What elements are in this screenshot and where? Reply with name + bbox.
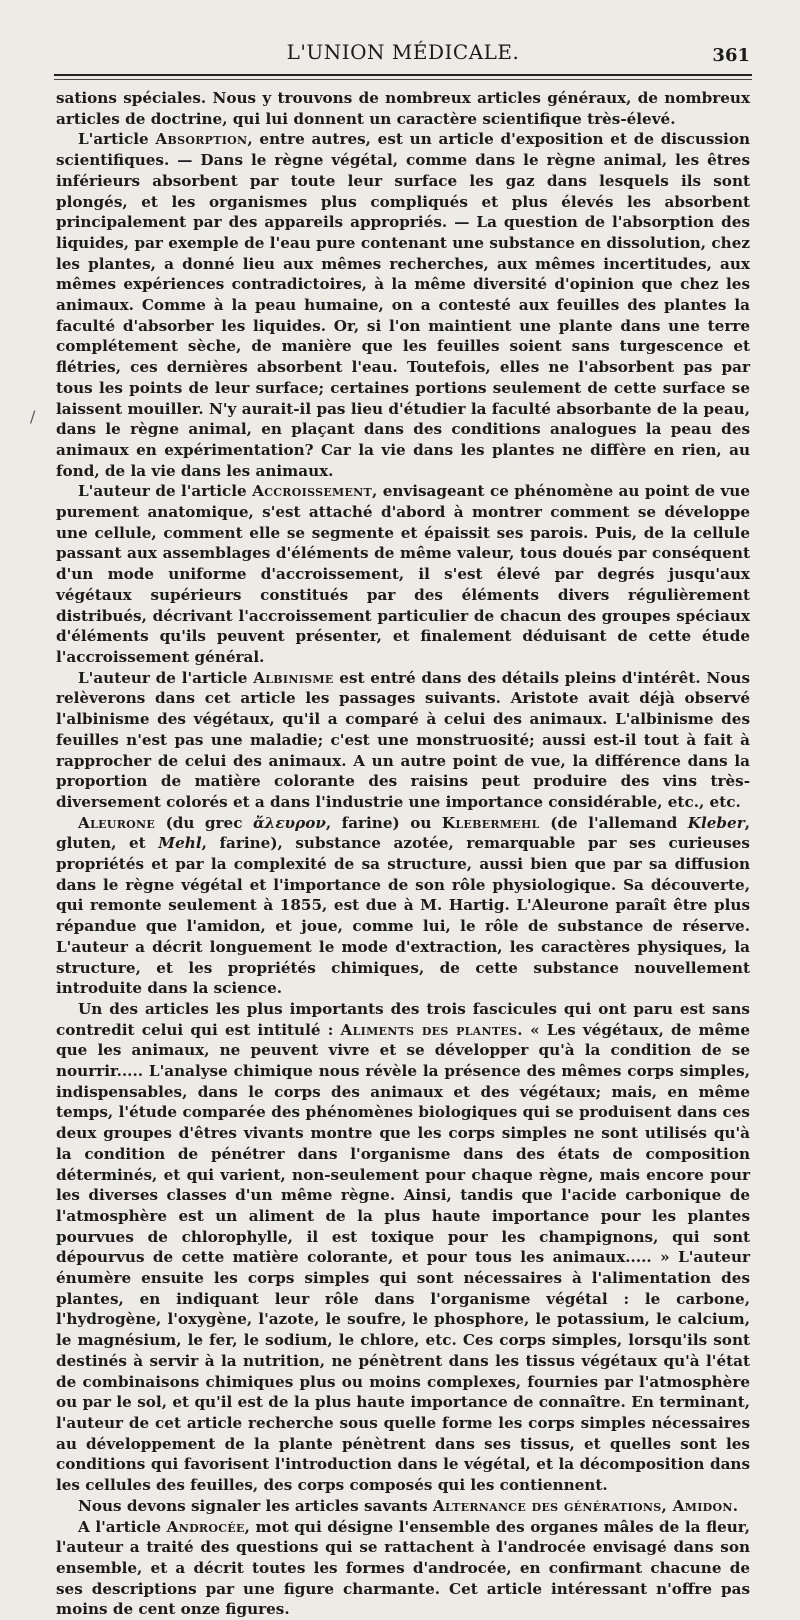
article-title: Alternance des générations, Amidon. (432, 1496, 739, 1515)
text-run: sations spéciales. Nous y trouvons de nombreux articles généraux, de nombreux articles de doctrine, qui lui donnent un caractère scientifique très-élevé. (56, 89, 750, 128)
text-run: , entre autres, est un article d'exposition et de discussion scientifiques. — Dans le règne végétal, comme dans le règne animal, les êtres inférieurs absorbent par toute leur surface les gaz dans lesquels ils sont plongés, et les organismes plus compliqués et plus élevés les absorbent principalement par des appareils appropriés. — La question de l'absorption des liquides, par exemple de l'eau pure contenant une substance en dissolution, chez les plantes, a donné lieu aux mêmes recherches, aux mêmes incertitudes, aux mêmes expériences contradictoires, à la même diversité d'opinion que chez les animaux. Comme à la peau humaine, on a contesté aux feuilles des plantes la faculté d'absorber les liquides. Or, si l'on maintient une plante dans une terre complétement sèche, de manière que les feuilles soient sans turgescence et flétries, ces dernières absorbent l'eau. Toutefois, elles ne l'absorbent pas par tous les points de leur surface; certaines portions seulement de cette surface se laissent mouiller. N'y aurait-il pas lieu d'étudier la faculté absorbante de la peau, dans le règne animal, en plaçant dans des conditions analogues la peau des animaux en expérimentation? Car la vie dans les plantes ne diffère en rien, au fond, de la vie dans les animaux. (56, 130, 750, 480)
text-run: (du grec (155, 813, 253, 832)
text-run: , gluten, et (56, 813, 750, 853)
text-run: L'auteur de l'article (78, 668, 254, 687)
article-title: Klebermehl (441, 813, 540, 832)
article-title: Androcée (166, 1517, 245, 1536)
paragraph-p2 (56, 129, 750, 481)
paragraph-p4 (56, 668, 750, 813)
article-body (56, 88, 750, 1620)
text-run: L'auteur de l'article (78, 482, 253, 501)
header-rule (54, 74, 752, 76)
paragraph-p5 (56, 813, 750, 999)
paragraph-p7 (56, 1496, 750, 1517)
text-run: est entré dans des détails pleins d'intérêt. Nous relèverons dans cet article les passages suivants. Aristote avait déjà observé l'albinisme des végétaux, qu'il a comparé à celui des animaux. L'albinisme des feuilles n'est pas une maladie; c'est une monstruosité; aussi est-il tout à fait à rapprocher de celui des animaux. A un autre point de vue, la différence dans la proportion de matière colorante des raisins peut produire des vins très-diversement colorés et a dans l'industrie une importance considérable, etc., etc. (56, 668, 750, 811)
text-run: « Les végétaux, de même que les animaux, ne peuvent vivre et se développer qu'à la condition de se nourrir..... L'analyse chimique nous révèle la présence des mêmes corps simples, indispensables, dans le corps des animaux et des végétaux; mais, en même temps, l'étude comparée des phénomènes biologiques qui se produisent dans ces deux groupes d'êtres vivants montre que les corps simples ne sont utilisés qu'à la condition de pénétrer dans l'organisme dans des états de composition déterminés, et qui varient, non-seulement pour chaque règne, mais encore pour les diverses classes d'un même règne. Ainsi, tandis que l'acide carbonique de l'atmosphère est un aliment de la plus haute importance pour les plantes pourvues de chlorophylle, il est toxique pour les champignons, qui sont dépourvus de cette matière colorante, et pour tous les animaux..... » L'auteur énumère ensuite les corps simples qui sont nécessaires à l'alimentation des plantes, en indiquant leur rôle dans l'organisme végétal : le carbone, l'hydrogène, l'oxygène, l'azote, le soufre, le phosphore, le potassium, le calcium, le magnésium, le fer, le sodium, le chlore, etc. Ces corps simples, lorsqu'ils sont destinés à servir à la nutrition, ne pénètrent dans les tissus végétaux qu'à l'état de combinaisons chimiques plus ou moins complexes, fournies par l'atmosphère ou par le sol, et qu'il est de la plus haute importance de connaître. En terminant, l'auteur de cet article recherche sous quelle forme les corps simples nécessaires au développement de la plante pénètrent dans ses tissus, et quelles sont les conditions qui favorisent l'introduction dans le végétal, et la décomposition dans les cellules des feuilles, des corps composés qui les contiennent. (56, 1020, 750, 1495)
article-title: Albinisme (253, 668, 334, 687)
article-title: Absorption (155, 130, 248, 149)
text-run: , envisageant ce phénomène au point de vue purement anatomique, s'est attaché d'abord à montrer comment se développe une cellule, comment elle se segmente et épaissit ses parois. Puis, de la cellule passant aux assemblages d'éléments de même valeur, tous doués par conséquent d'un mode uniforme d'accroissement, il s'est élevé par degrés jusqu'aux végétaux supérieurs constitués par des éléments divers régulièrement distribués, décrivant l'accroissement particulier de chacun des groupes spéciaux d'éléments qu'ils peuvent présenter, et finalement déduisant de cette étude l'accroissement général. (56, 482, 750, 666)
text-run: (de l'allemand (539, 813, 688, 832)
italic-term: Mehl (158, 834, 202, 853)
text-run: Nous devons signaler les articles savants (78, 1496, 433, 1515)
text-run: L'article (78, 130, 156, 149)
article-title: Accroissement (252, 482, 373, 501)
paragraph-p8 (56, 1517, 750, 1620)
italic-term: Kleber (687, 813, 745, 832)
margin-pencil-mark: / (30, 407, 36, 426)
paragraph-p6 (56, 999, 750, 1496)
text-run: , farine), substance azotée, remarquable par ses curieuses propriétés et par la complexité de sa structure, aussi bien que par sa diffusion dans le règne végétal et l'importance de son rôle physiologique. Sa découverte, qui remonte seulement à 1855, est due à M. Hartig. L'Aleurone paraît être plus répandue que l'amidon, et joue, comme lui, le rôle de substance de réserve. L'auteur a décrit longuement le mode d'extraction, les caractères physiques, la structure, et les propriétés chimiques, de cette substance nouvellement introduite dans la science. (56, 834, 750, 998)
italic-term: ἄλευρον (252, 813, 326, 832)
text-run: Un des articles les plus importants des trois fascicules qui ont paru est sans contredit celui qui est intitulé : (56, 999, 750, 1039)
paragraph-p3 (56, 481, 750, 667)
article-title: Aliments des plantes. (340, 1020, 523, 1039)
article-title: Aleurone (78, 813, 156, 832)
header-rule-thin (54, 79, 752, 80)
page-header (56, 40, 750, 74)
text-run: , mot qui désigne l'ensemble des organes mâles de la fleur, l'auteur a traité des questions qui se rattachent à l'androcée envisagé dans son ensemble, et a décrit toutes les formes d'androcée, en confirmant chacune de ses descriptions par une figure charmante. Cet article intéressant n'offre pas moins de cent onze figures. (56, 1517, 750, 1619)
text-run: A l'article (78, 1517, 167, 1536)
text-run: , farine) ou (325, 813, 442, 832)
running-title: L'UNION MÉDICALE. (286, 40, 520, 64)
paragraph-p1 (56, 88, 750, 129)
page-number: 361 (712, 45, 750, 66)
